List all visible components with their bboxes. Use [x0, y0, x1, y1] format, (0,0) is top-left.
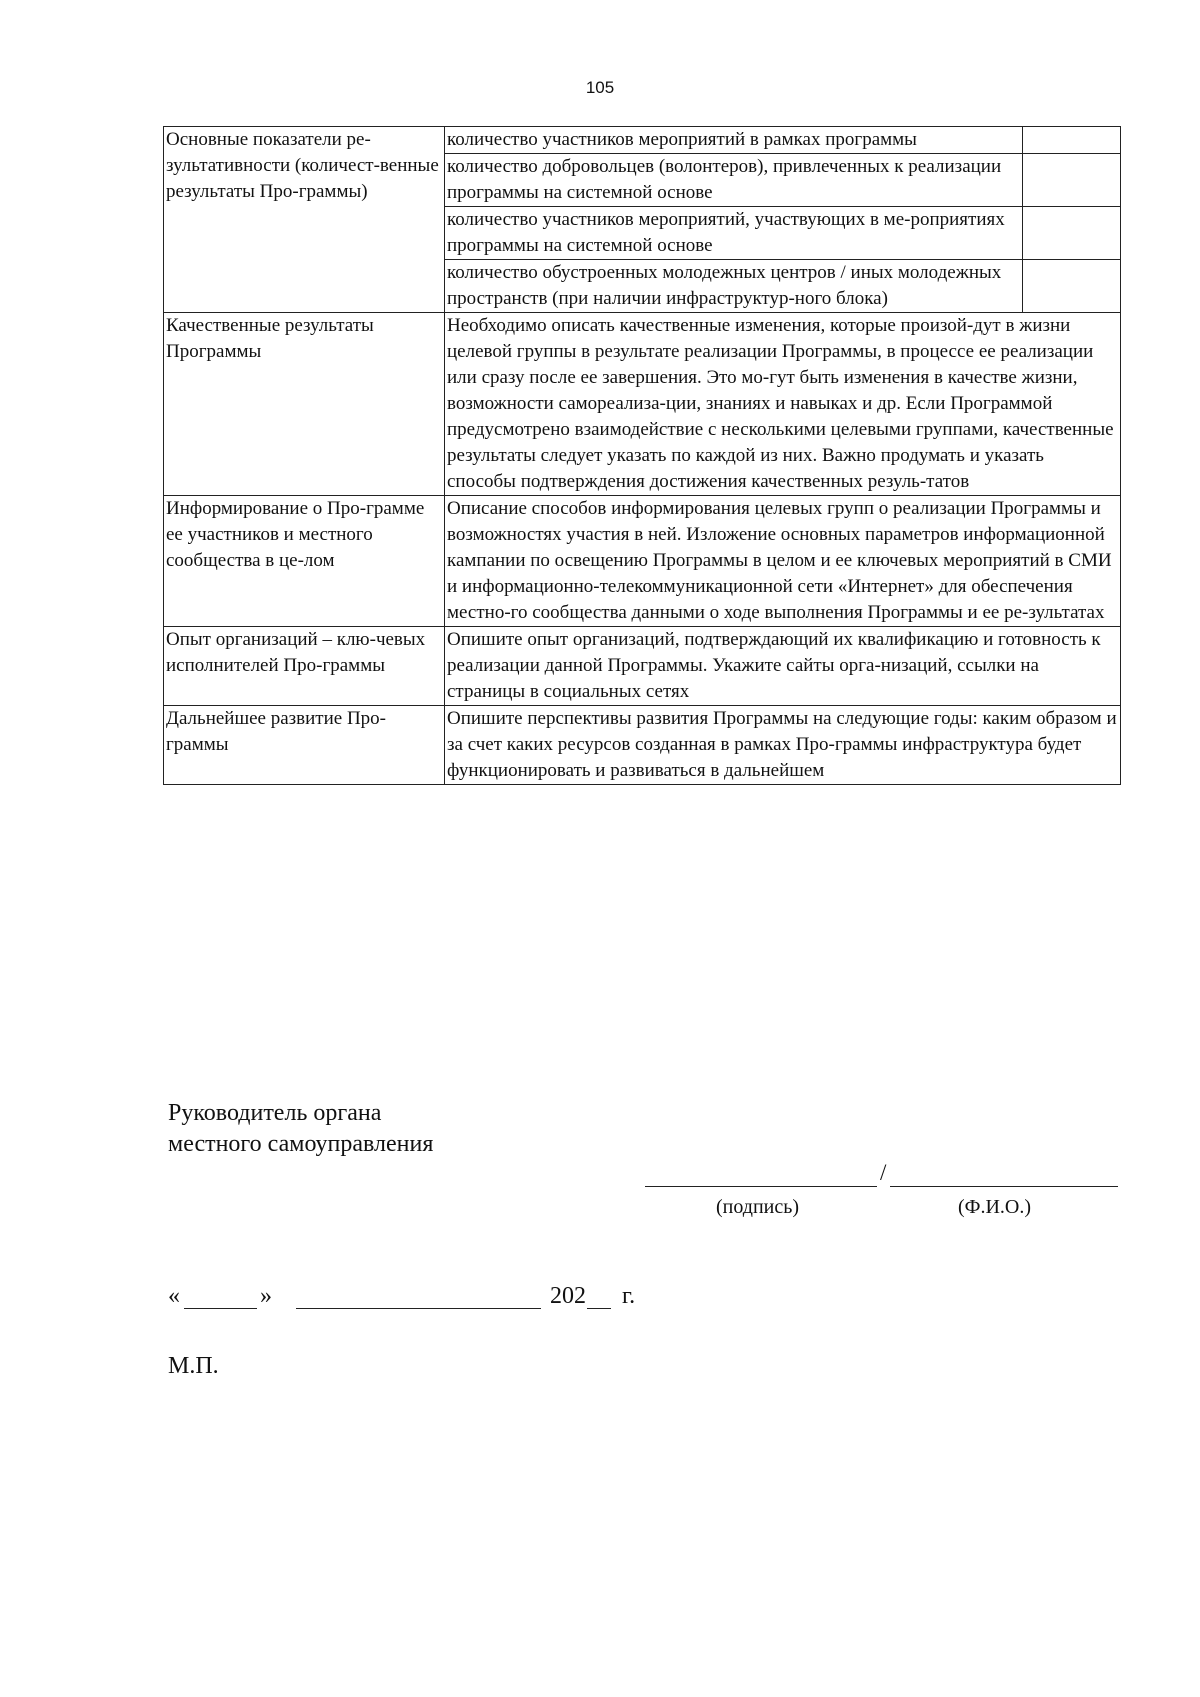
- row-description: Опишите опыт организаций, подтверждающий их квалификацию и готовность к реализации данной Программы. Укажите сайты орга-низаций, ссылки на страницы в социальных сетях: [447, 629, 1101, 702]
- table-row: [164, 127, 1121, 154]
- row-label-cell: [164, 627, 445, 706]
- date-field: [168, 1281, 688, 1313]
- date-year-line: [587, 1308, 611, 1309]
- date-open-quote: «: [168, 1283, 180, 1309]
- row-description-cell: [445, 496, 1121, 627]
- row-label: Дальнейшее развитие Про-граммы: [166, 708, 387, 755]
- signature-field-line: [645, 1186, 877, 1187]
- indicator-cell: [445, 127, 1023, 154]
- indicator-value-cell: [1023, 260, 1121, 313]
- table-row: [164, 706, 1121, 785]
- row-label-cell: [164, 313, 445, 496]
- row-description-cell: [445, 313, 1121, 496]
- indicators-label-cell: [164, 127, 445, 313]
- indicator-text: количество участников мероприятий в рамках программы: [447, 129, 917, 150]
- row-description-cell: [445, 627, 1121, 706]
- indicator-cell: [445, 154, 1023, 207]
- date-close-quote: »: [260, 1283, 272, 1309]
- row-label: Качественные результаты Программы: [166, 315, 374, 362]
- indicator-cell: [445, 207, 1023, 260]
- table-row: [164, 627, 1121, 706]
- signer-title: [168, 1098, 433, 1160]
- date-day-line: [184, 1308, 257, 1309]
- table-row: [164, 313, 1121, 496]
- name-field-line: [890, 1186, 1118, 1187]
- indicator-value-cell: [1023, 207, 1121, 260]
- indicator-text: количество обустроенных молодежных центров / иных молодежных пространств (при наличии инфраструктур-ного блока): [447, 262, 1002, 309]
- row-label: Опыт организаций – клю-чевых исполнителей Про-граммы: [166, 629, 426, 676]
- date-month-line: [296, 1308, 541, 1309]
- program-info-table: [163, 126, 1121, 785]
- indicator-text: количество добровольцев (волонтеров), привлеченных к реализации программы на системной основе: [447, 156, 1002, 203]
- signer-title-line-2: местного самоуправления: [168, 1131, 434, 1157]
- indicators-label: Основные показатели ре-зультативности (количест-венные результаты Про-граммы): [166, 129, 439, 202]
- indicator-value-cell: [1023, 154, 1121, 207]
- row-description-cell: [445, 706, 1121, 785]
- signer-title-line-1: Руководитель органа: [168, 1100, 382, 1126]
- row-label: Информирование о Про-грамме ее участников и местного сообщества в це-лом: [166, 498, 425, 571]
- indicator-value-cell: [1023, 127, 1121, 154]
- name-caption: (Ф.И.О.): [958, 1196, 1032, 1218]
- page-number: 105: [585, 78, 615, 97]
- signature-caption: (подпись): [716, 1196, 800, 1218]
- date-year-suffix: г.: [622, 1283, 636, 1309]
- row-description: Опишите перспективы развития Программы на следующие годы: каким образом и за счет каких ресурсов созданная в рамках Про-граммы инфраструктура будет функционировать и развиваться в дальнейшем: [447, 708, 1117, 781]
- row-description: Описание способов информирования целевых групп о реализации Программы и возможностях участия в ней. Изложение основных параметров информационной кампании по освещению Программы в целом и ее ключевых мероприятий в СМИ и информационно-телекоммуникационной сети «Интернет» для обеспечения местно-го сообщества данными о ходе выполнения Программы и ее ре-зультатах: [447, 498, 1112, 623]
- signature-separator: /: [880, 1160, 887, 1185]
- indicator-cell: [445, 260, 1023, 313]
- stamp-placeholder: М.П.: [168, 1353, 219, 1379]
- row-description: Необходимо описать качественные изменения, которые произой-дут в жизни целевой группы в результате реализации Программы, в процессе ее реализации или сразу после ее завершения. Это мо-гут быть изменения в качестве жизни, возможности самореализа-ции, знаниях и навыках и др. Если Программой предусмотрено взаимодействие с несколькими целевыми группами, качественные результаты следует указать по каждой из них. Важно продумать и указать способы подтверждения достижения качественных резуль-татов: [447, 315, 1114, 492]
- row-label-cell: [164, 706, 445, 785]
- table-row: [164, 496, 1121, 627]
- row-label-cell: [164, 496, 445, 627]
- indicator-text: количество участников мероприятий, участвующих в ме-роприятиях программы на системной основе: [447, 209, 1005, 256]
- date-year-prefix: 202: [550, 1283, 586, 1309]
